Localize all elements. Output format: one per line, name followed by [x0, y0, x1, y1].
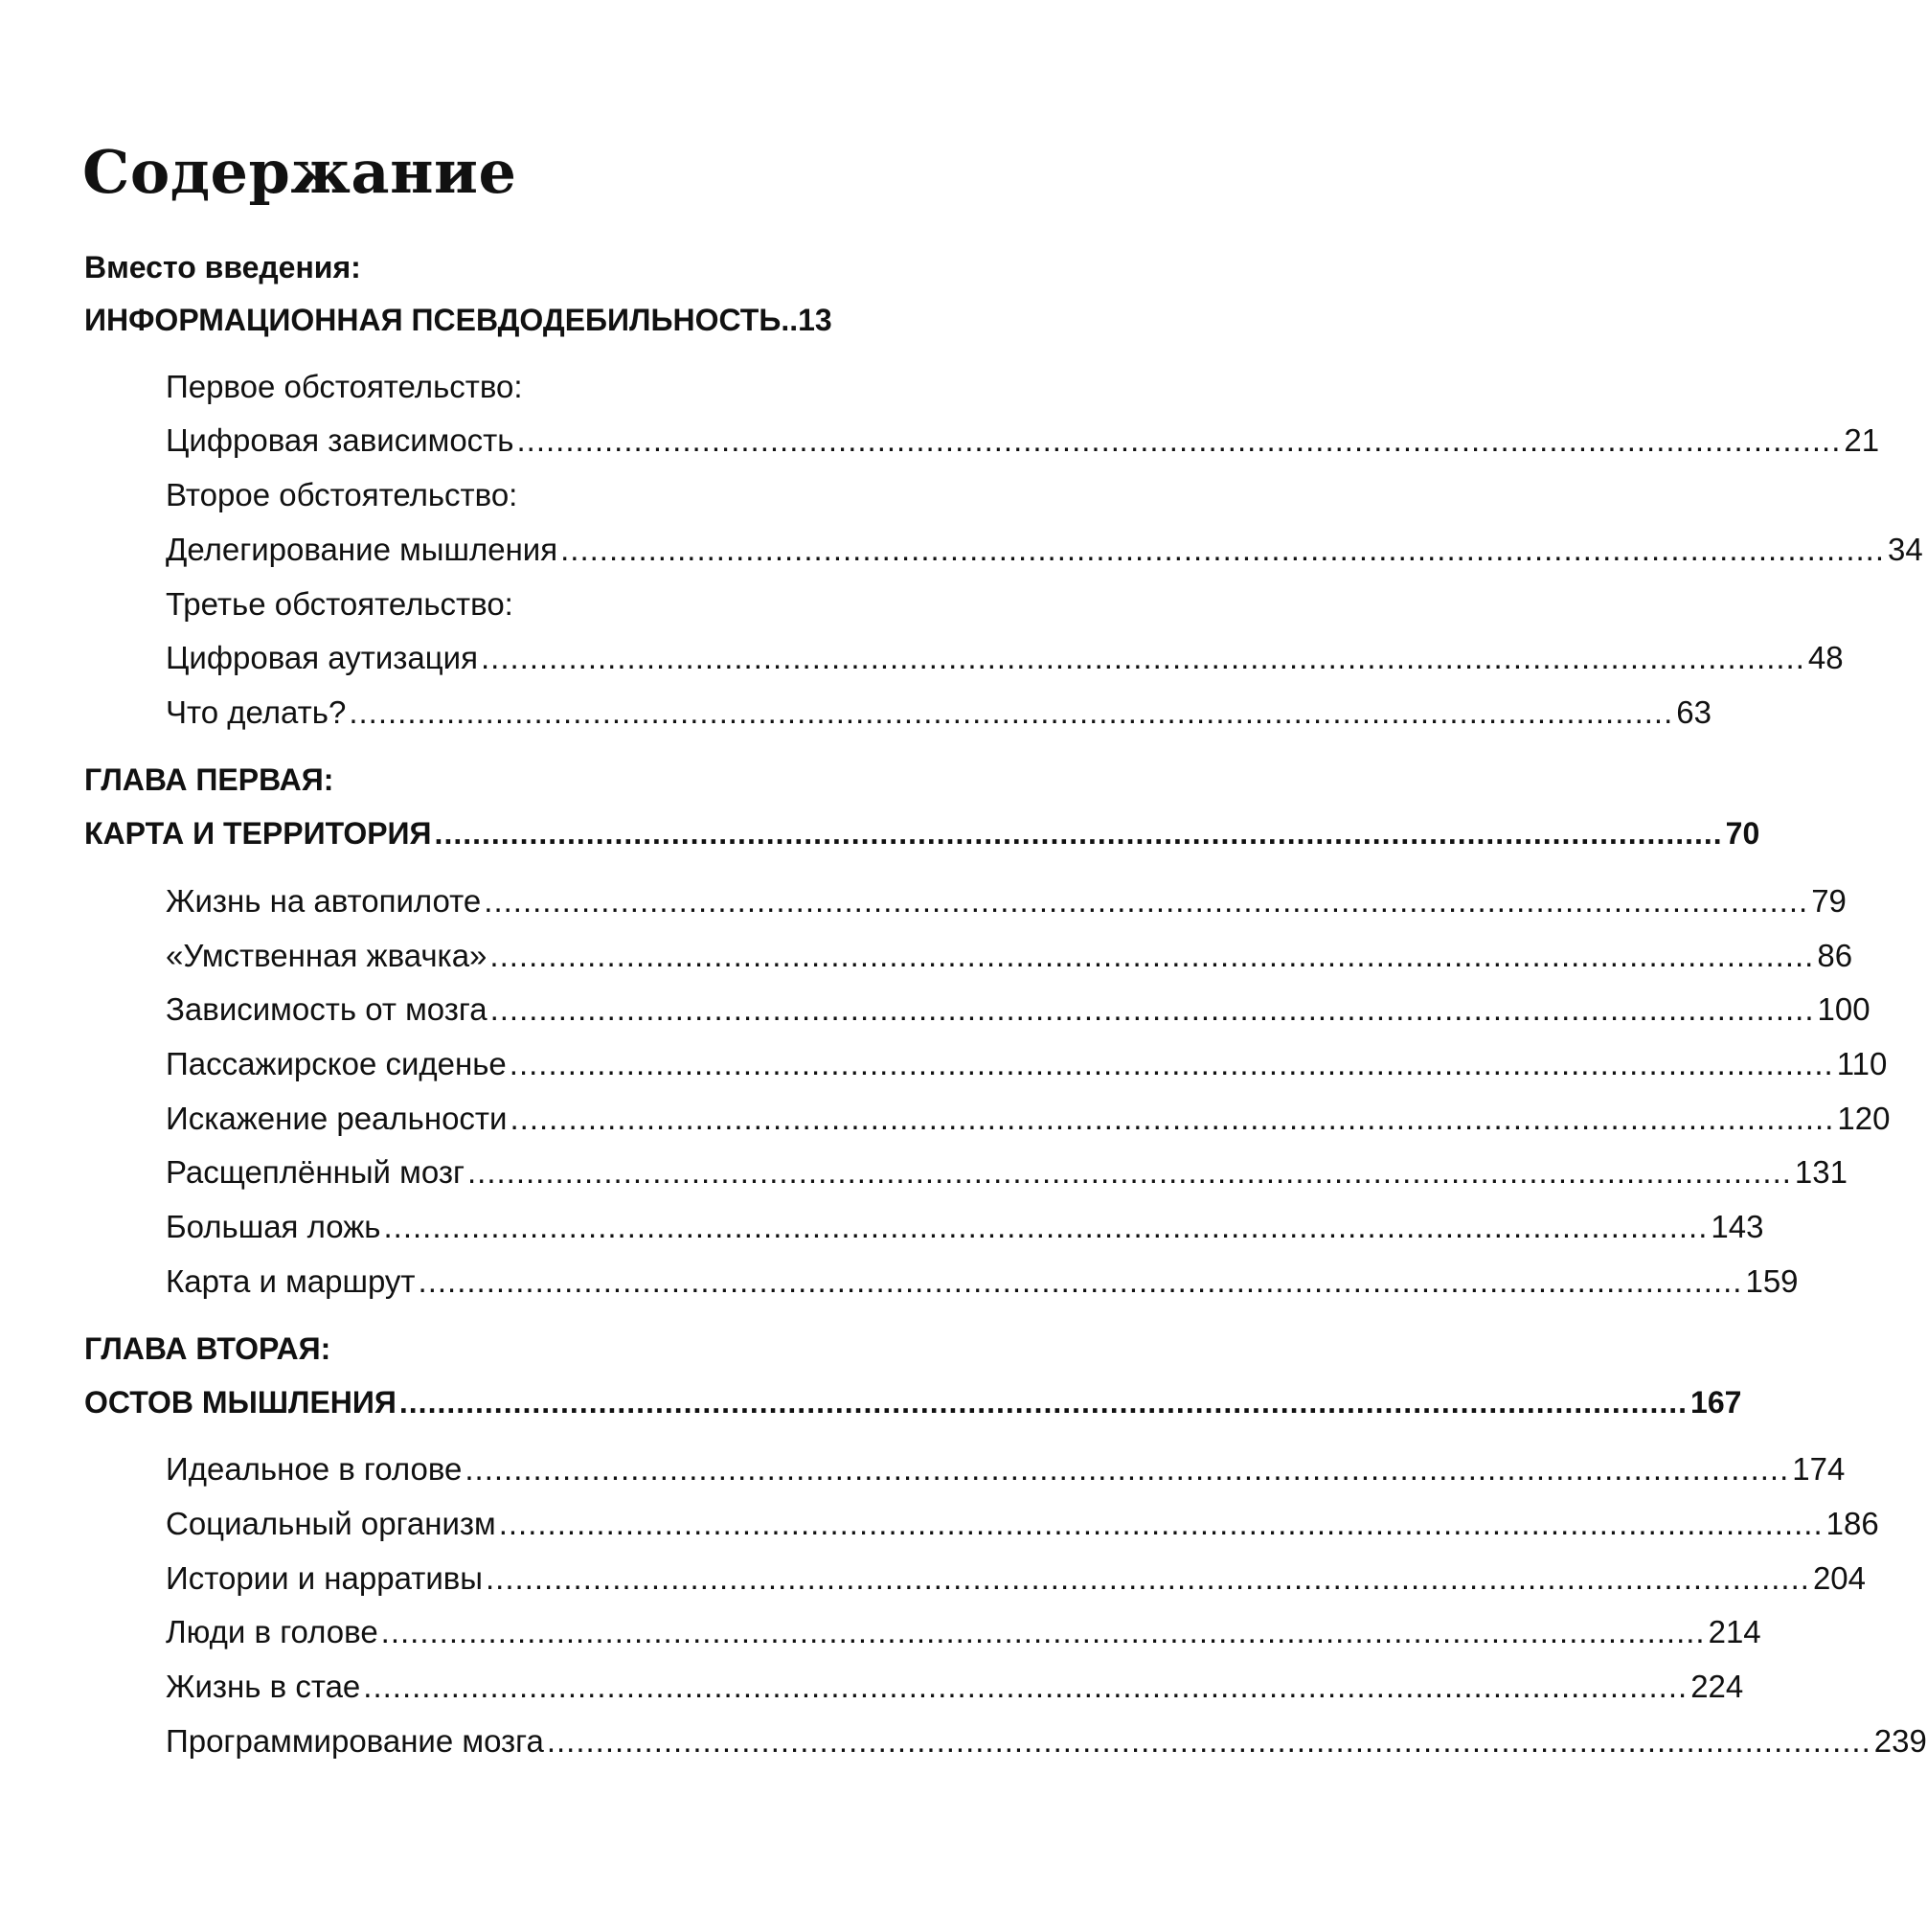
toc-section-entry — [166, 1446, 1846, 1492]
toc-dot-leader: ........................................................................................................................................ — [509, 1046, 1834, 1081]
toc-entry-title: Социальный организм — [166, 1506, 496, 1541]
toc-section-entry — [166, 1259, 1799, 1305]
toc-page-number: 186 — [1825, 1506, 1879, 1541]
toc-dot-leader: ........................................................................................................................................ — [486, 1560, 1810, 1596]
toc-page-number: 214 — [1708, 1614, 1761, 1649]
toc-section-entry — [166, 690, 1712, 736]
toc-section-entry — [166, 878, 1847, 924]
toc-page-number: 120 — [1837, 1101, 1891, 1136]
toc-entry-title: Жизнь в стае — [166, 1669, 361, 1704]
toc-page-number: 143 — [1711, 1209, 1764, 1244]
toc-section-entry — [166, 1556, 1866, 1602]
toc-entry-title: Зависимость от мозга — [166, 991, 487, 1027]
toc-dot-leader: ........................................................................................................................................ — [510, 1101, 1835, 1136]
toc-section-entry — [166, 987, 1870, 1033]
toc-dot-leader: ........................................................................................................................................ — [380, 1614, 1706, 1649]
toc-dot-leader: ........................................................................................................................................ — [398, 1385, 1689, 1420]
page-title: Содержание — [82, 137, 517, 207]
toc-entry-title: Карта и маршрут — [166, 1263, 416, 1299]
toc-entry-title: ГЛАВА ВТОРАЯ: — [84, 1331, 331, 1366]
toc-section-entry — [166, 1041, 1888, 1087]
toc-entry-title: КАРТА И ТЕРРИТОРИЯ — [84, 816, 432, 851]
toc-section-entry — [166, 1204, 1764, 1250]
toc-section-entry — [166, 1609, 1761, 1655]
toc-section-entry — [166, 933, 1853, 979]
toc-entry-title: «Умственная жвачка» — [166, 938, 487, 973]
toc-section-entry — [166, 635, 1844, 681]
toc-dot-leader: ........................................................................................................................................ — [480, 640, 1805, 675]
toc-page-number: 21 — [1844, 422, 1880, 458]
toc-page-number: 110 — [1836, 1046, 1888, 1081]
toc-chapter-entry — [84, 297, 889, 343]
toc-section-entry — [166, 527, 1923, 573]
toc-entry-title: Жизнь на автопилоте — [166, 883, 482, 919]
toc-dot-leader: ........................................................................................................................................ — [434, 816, 1723, 851]
toc-dot-leader: ........................................................................................................................................ — [498, 1506, 1824, 1541]
toc-entry-title: Расщеплённый мозг — [166, 1154, 465, 1190]
toc-entry-title: Делегирование мышления — [166, 532, 558, 567]
toc-dot-leader: ........................................................................................................................................ — [465, 1451, 1790, 1487]
toc-section-entry — [166, 1149, 1848, 1195]
toc-page-number: 239 — [1873, 1723, 1927, 1759]
toc-chapter-entry — [84, 1379, 1742, 1425]
toc-dot-leader: ........................................................................................................................................ — [467, 1154, 1792, 1190]
toc-page-number: 70 — [1725, 816, 1760, 851]
toc-entry-title: Второе обстоятельство: — [166, 477, 518, 512]
toc-dot-leader: ........................................................................................................................................ — [383, 1209, 1709, 1244]
toc-entry-title: Цифровая зависимость — [166, 422, 514, 458]
toc-page-number: 174 — [1792, 1451, 1846, 1487]
toc-dot-leader: ........................................................................................................................................ — [516, 422, 1842, 458]
toc-page-number: 79 — [1811, 883, 1847, 919]
toc-page-number: 48 — [1807, 640, 1844, 675]
toc-entry-title: ИНФОРМАЦИОННАЯ ПСЕВДОДЕБИЛЬНОСТЬ..13 — [84, 303, 832, 337]
toc-page-number: 100 — [1817, 991, 1870, 1027]
toc-page-number: 63 — [1676, 694, 1712, 730]
toc-dot-leader: ........................................................................................................................................ — [560, 532, 1886, 567]
toc-entry-title: Третье обстоятельство: — [166, 586, 513, 622]
toc-page-number: 131 — [1794, 1154, 1848, 1190]
toc-entry-title: Цифровая аутизация — [166, 640, 478, 675]
toc-section-entry — [166, 1718, 1927, 1764]
toc-page-number: 204 — [1812, 1560, 1866, 1596]
toc-dot-leader: ........................................................................................................................................ — [546, 1723, 1871, 1759]
toc-section-entry — [166, 364, 889, 410]
toc-entry-title: Что делать? — [166, 694, 347, 730]
toc-chapter-entry — [84, 810, 1760, 856]
toc-entry-title: Искажение реальности — [166, 1101, 508, 1136]
toc-page-number: 224 — [1690, 1669, 1744, 1704]
toc-section-entry — [166, 1501, 1879, 1547]
toc-dot-leader: ........................................................................................................................................ — [418, 1263, 1743, 1299]
toc-entry-title: ОСТОВ МЫШЛЕНИЯ — [84, 1385, 397, 1420]
toc-page-number: 86 — [1817, 938, 1853, 973]
toc-entry-title: Большая ложь — [166, 1209, 381, 1244]
toc-entry-title: Пассажирское сиденье — [166, 1046, 507, 1081]
toc-dot-leader: ........................................................................................................................................ — [489, 938, 1815, 973]
toc-dot-leader: ........................................................................................................................................ — [484, 883, 1809, 919]
toc-entry-title: ГЛАВА ПЕРВАЯ: — [84, 762, 334, 797]
toc-dot-leader: ........................................................................................................................................ — [489, 991, 1815, 1027]
toc-dot-leader: ........................................................................................................................................ — [363, 1669, 1689, 1704]
toc-entry-title: Вместо введения: — [84, 250, 361, 284]
toc-chapter-entry — [84, 244, 889, 290]
toc-page-number: 159 — [1745, 1263, 1799, 1299]
toc-entry-title: Идеальное в голове — [166, 1451, 463, 1487]
toc-entry-title: Первое обстоятельство: — [166, 369, 523, 404]
toc-page-number: 167 — [1690, 1385, 1742, 1420]
toc-entry-title: Люди в голове — [166, 1614, 378, 1649]
toc-page-number: 34 — [1888, 532, 1923, 567]
toc-section-entry — [166, 1664, 1744, 1710]
toc-chapter-entry — [84, 1326, 889, 1372]
toc-dot-leader: ........................................................................................................................................ — [349, 694, 1674, 730]
toc-chapter-entry — [84, 757, 889, 803]
toc-section-entry — [166, 418, 1880, 464]
toc-section-entry — [166, 1096, 1891, 1142]
toc-entry-title: Истории и нарративы — [166, 1560, 484, 1596]
toc-section-entry — [166, 472, 889, 518]
toc-entry-title: Программирование мозга — [166, 1723, 544, 1759]
toc-section-entry — [166, 581, 889, 627]
